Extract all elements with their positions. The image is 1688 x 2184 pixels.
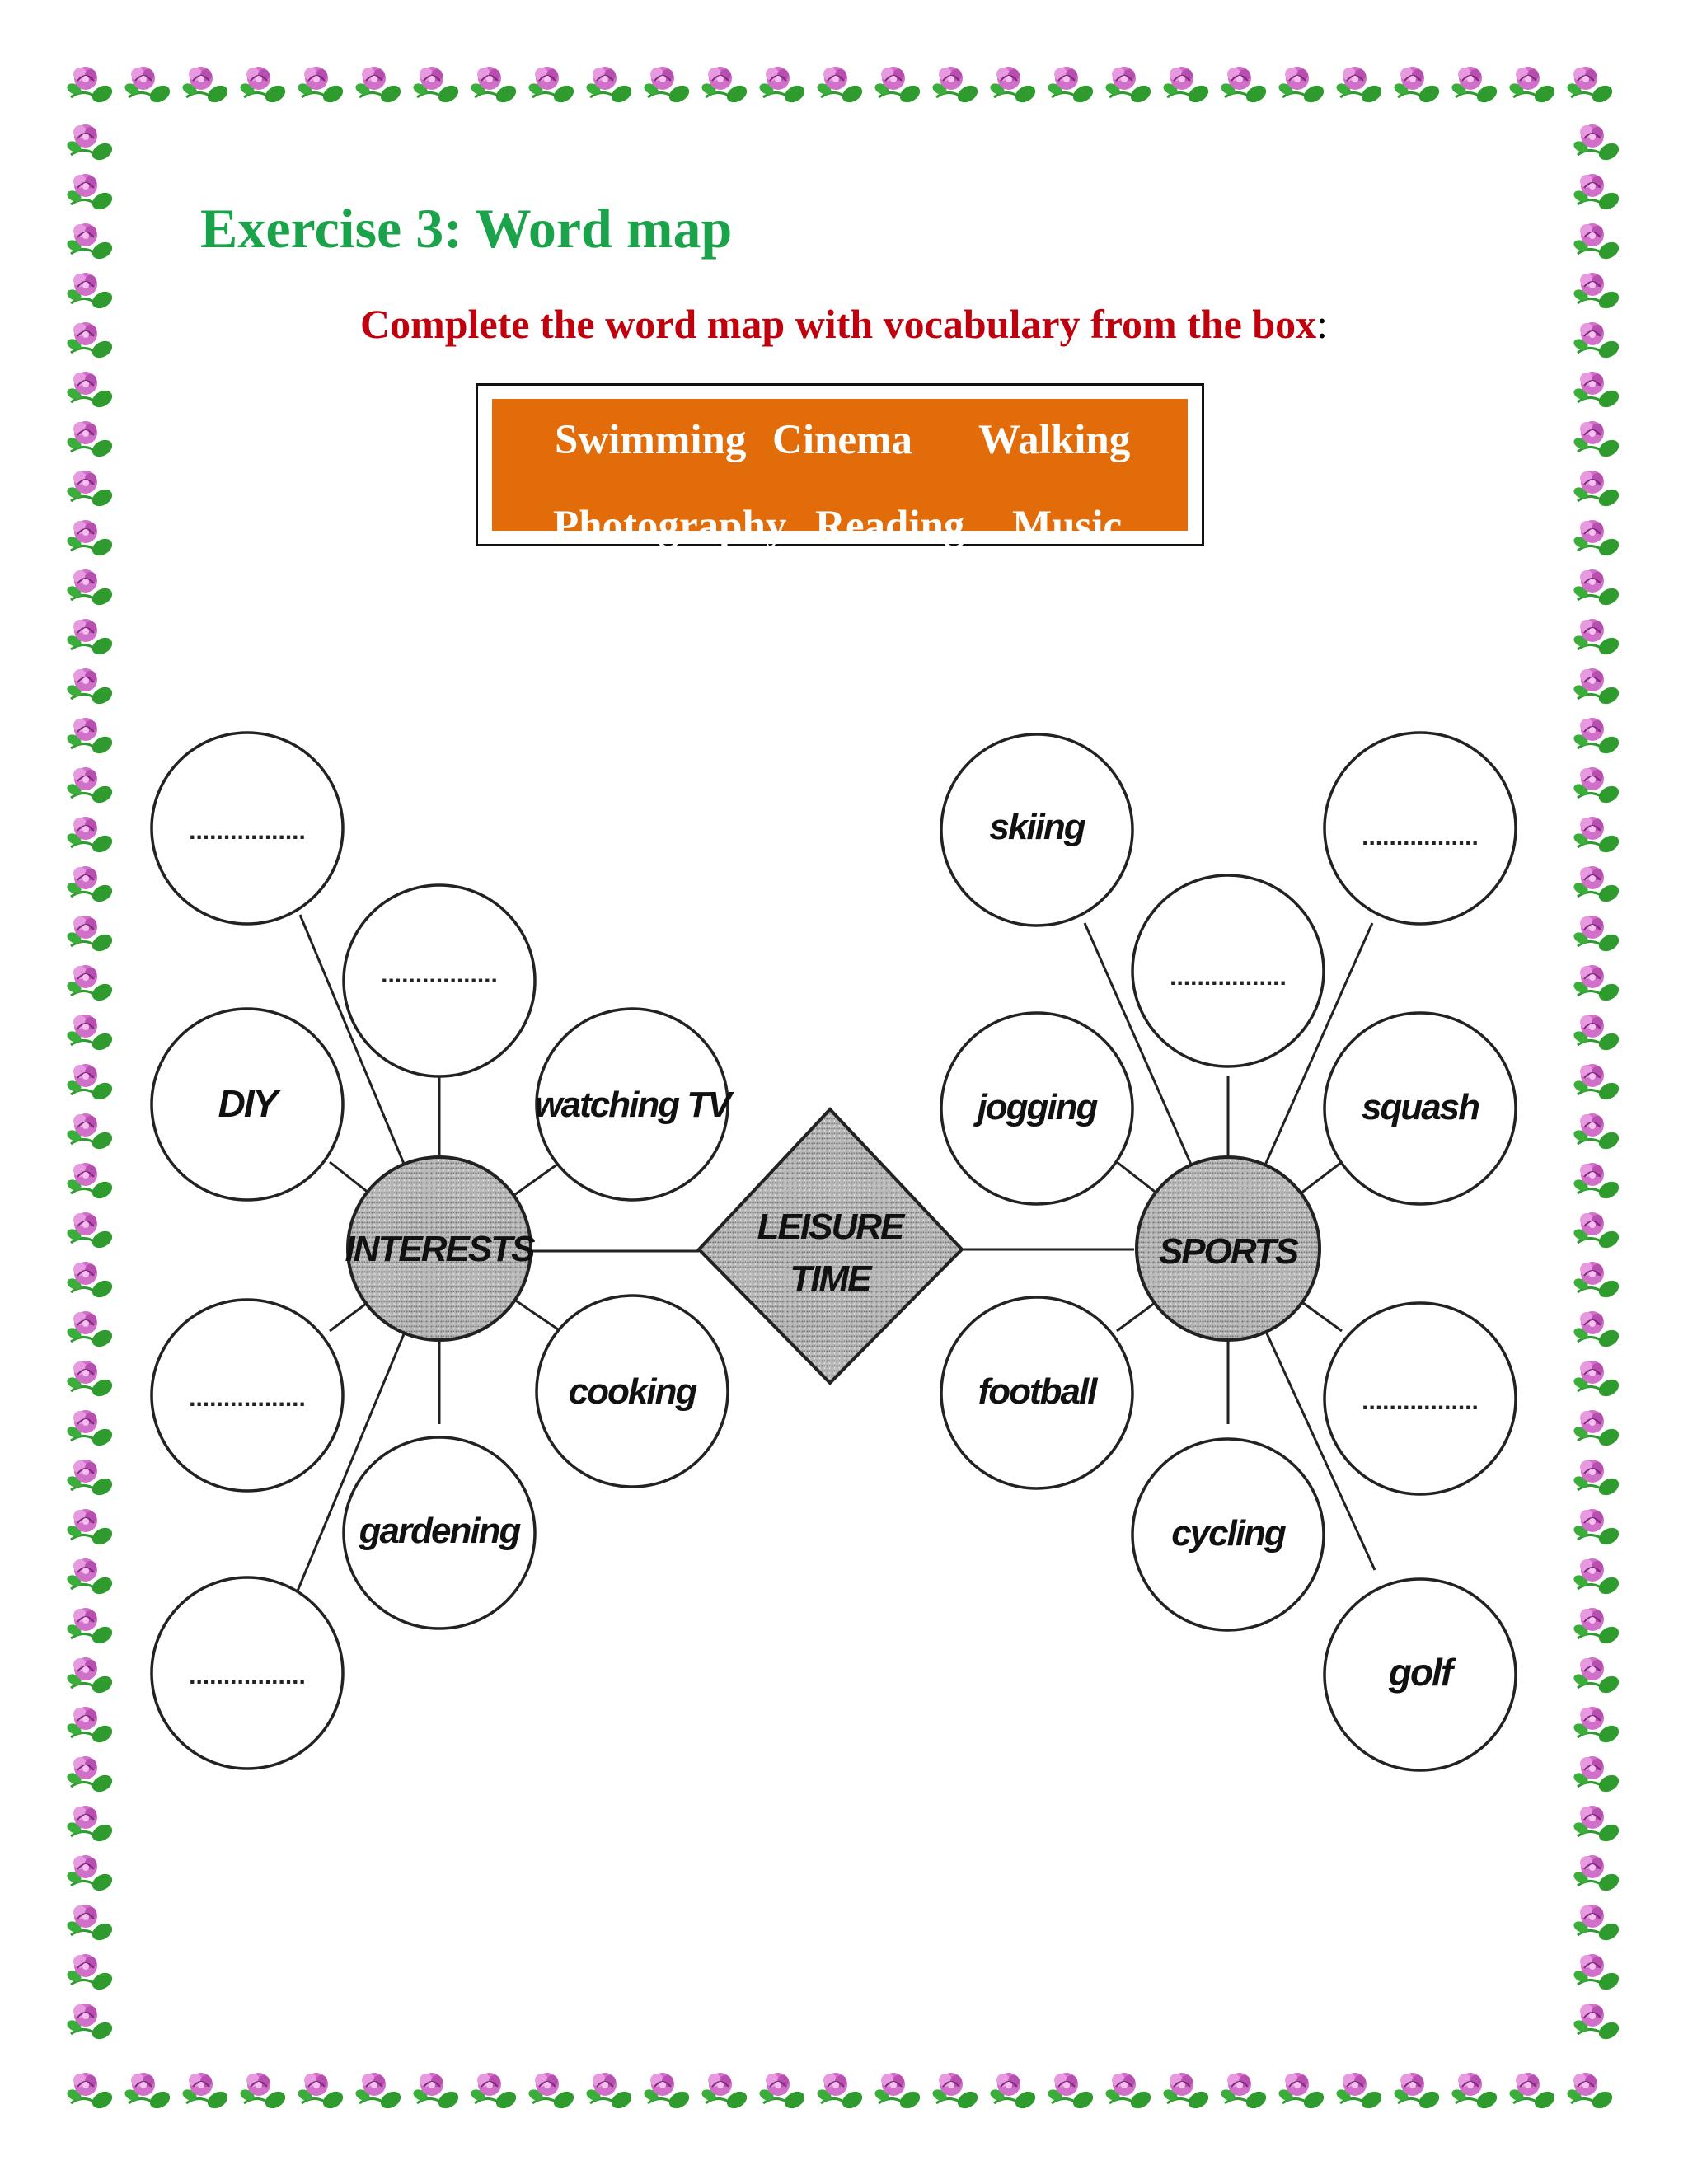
vocab-word-swimming: Swimming: [555, 417, 747, 463]
vocab-word-cinema: Cinema: [772, 417, 912, 463]
vocab-word-reading: Reading: [815, 503, 965, 549]
interests-blank-4: .................: [189, 1662, 306, 1690]
sports-blank-3: .................: [1362, 1388, 1479, 1415]
interests-gardening-label: gardening: [359, 1511, 520, 1551]
sports-golf-label: golf: [1388, 1651, 1452, 1694]
interests-cooking-label: cooking: [568, 1371, 696, 1412]
interests-hub-label: INTERESTS: [345, 1229, 534, 1269]
sports-skiing-label: skiing: [989, 807, 1085, 847]
sports-cycling-label: cycling: [1171, 1513, 1285, 1554]
sports-blank-2: .................: [1170, 963, 1287, 991]
interests-blank-1: .................: [189, 818, 306, 845]
sports-blank-1: .................: [1362, 823, 1479, 851]
center-label-line-1: LEISURE: [757, 1207, 903, 1247]
sports-jogging-label: jogging: [977, 1087, 1097, 1127]
vocab-word-music: Music: [1012, 503, 1123, 549]
interests-blank-2: .................: [381, 961, 498, 988]
instruction-colon: :: [1316, 301, 1328, 347]
vocab-word-walking: Walking: [978, 417, 1131, 463]
interests-watching-tv-label: watching TV: [534, 1085, 730, 1125]
center-label-line-2: TIME: [790, 1258, 870, 1299]
vocab-word-photography: Photography: [553, 503, 787, 549]
exercise-title: Exercise 3: Word map: [200, 197, 733, 260]
sports-football-label: football: [978, 1371, 1096, 1412]
instruction-label: Complete the word map with vocabulary from the box: [359, 301, 1317, 347]
interests-diy-label: DIY: [218, 1082, 277, 1125]
sports-hub-label: SPORTS: [1158, 1231, 1298, 1272]
interests-blank-3: .................: [189, 1385, 306, 1412]
sports-squash-label: squash: [1361, 1087, 1479, 1127]
